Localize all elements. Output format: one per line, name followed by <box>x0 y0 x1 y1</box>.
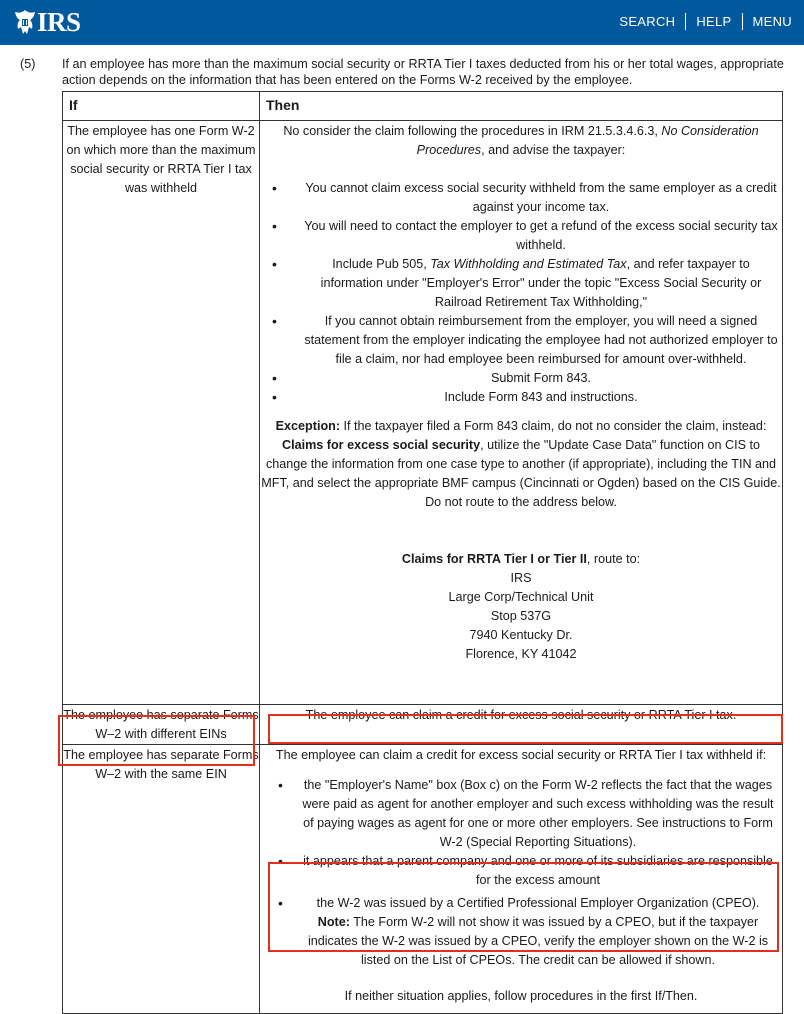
table-row <box>63 121 783 705</box>
address-line: IRS <box>510 571 532 585</box>
row2-if-text: The employee has separate Forms W–2 with different EINs <box>63 708 259 741</box>
row1-lead-b: , and advise the taxpayer: <box>481 143 626 157</box>
row2-then-text: The employee can claim a credit for excess social security or RRTA Tier I tax. <box>305 708 737 722</box>
logo-text: IRS <box>37 6 81 37</box>
row1-then-cell <box>260 121 783 705</box>
row1-if-cell <box>63 121 260 705</box>
address-line: Large Corp/Technical Unit <box>448 590 594 604</box>
row3-if-text: The employee has separate Forms W–2 with the same EIN <box>63 748 259 781</box>
irm-link-text[interactable]: No Consideration Procedures <box>416 124 759 157</box>
header-nav <box>619 13 792 30</box>
cpeo-text: the W-2 was issued by a Certified Professional Employer Organization (CPEO). <box>316 896 760 910</box>
col-if-label: If <box>69 97 78 113</box>
list-item: • it appears that a parent company and one or more of its subsidiaries are responsible for the excess amount <box>266 852 776 890</box>
list-item: • the "Employer's Name" box (Box c) on the Form W-2 reflects the fact that the wages were paid as agent for another employer and such excess withholding was the result of paying wages as agent for one or more other employers. See instructions to Form W-2 (Special Reporting Situations). <box>266 776 776 852</box>
col-header-if <box>63 92 260 121</box>
nav-divider <box>685 13 686 30</box>
address-line: Stop 537G <box>490 609 552 623</box>
table-header-row <box>63 92 783 121</box>
list-item <box>260 255 782 312</box>
highlight-box-cpeo <box>268 862 779 952</box>
address-line: 7940 Kentucky Dr. <box>469 628 573 642</box>
list-item: • You will need to contact the employer to get a refund of the excess social security tax withheld. <box>260 217 782 255</box>
address-line: Florence, KY 41042 <box>465 647 577 661</box>
note-text: The Form W-2 will not show it was issued by a CPEO, but if the taxpayer indicates the W-2 was issued by a CPEO, verify the employer shown on the W-2 is listed on the List of CPEOs. The credit can be allowed if shown. <box>307 915 769 967</box>
site-header <box>0 0 804 45</box>
exception-text-a: If the taxpayer filed a Form 843 claim, do not no consider the claim, instead: <box>340 419 767 433</box>
col-header-then <box>260 92 783 121</box>
paragraph-number: (5) <box>20 57 36 71</box>
mailing-address <box>260 569 782 664</box>
list-item: • Include Form 843 and instructions. <box>260 388 782 407</box>
nav-divider <box>742 13 743 30</box>
row3-lead: The employee can claim a credit for excess social security or RRTA Tier I tax withheld if: <box>275 748 767 762</box>
help-link[interactable]: HELP <box>696 14 732 29</box>
intro-text: If an employee has more than the maximum social security or RRTA Tier I taxes deducted from his or her total wages, appropriate action depends on the information that has been entered on the Forms W-2 received by the employee. <box>62 57 784 87</box>
list-item: • Submit Form 843. <box>260 369 782 388</box>
highlight-box-lead <box>268 714 783 744</box>
row3-footer: If neither situation applies, follow procedures in the first If/Then. <box>344 989 698 1003</box>
list-item: • You cannot claim excess social security withheld from the same employer as a credit against your income tax. <box>260 179 782 217</box>
b3-b: , and refer taxpayer to information under "Employer's Error" under the topic "Excess Social Security or Railroad Retirement Tax Withholding," <box>320 257 762 309</box>
rrta-route-line <box>260 550 782 569</box>
rrta-rest: , route to: <box>586 552 641 566</box>
exception-label: Exception: <box>275 419 341 433</box>
list-item: • If you cannot obtain reimbursement from the employer, you will need a signed statement from the employer indicating the employee had not authorized employer to file a claim, nor had employee been reimbursed for amount over-withheld. <box>260 312 782 369</box>
exception-bold: Claims for excess social security <box>282 438 481 452</box>
row3-if-cell <box>63 745 260 1014</box>
row1-bullet-list <box>260 179 782 407</box>
search-link[interactable]: SEARCH <box>619 14 676 29</box>
col-then-label: Then <box>266 97 300 113</box>
note-label: Note: <box>317 915 350 929</box>
exception-paragraph <box>260 417 782 512</box>
rrta-bold: Claims for RRTA Tier I or Tier II <box>401 552 587 566</box>
irs-logo[interactable] <box>14 6 81 38</box>
b3-a: Include Pub 505, <box>332 257 431 271</box>
eagle-icon <box>14 9 36 35</box>
pub505-title[interactable]: Tax Withholding and Estimated Tax <box>430 257 627 271</box>
highlight-box-if <box>58 715 255 766</box>
menu-link[interactable]: MENU <box>752 14 792 29</box>
row1-if-text: The employee has one Form W-2 on which more than the maximum social security or RRTA Tier I tax was withheld <box>66 124 256 195</box>
row1-lead-a: No consider the claim following the procedures in IRM 21.5.3.4.6.3, <box>283 124 662 138</box>
row1-lead <box>260 121 782 179</box>
exception-text-b: , utilize the "Update Case Data" function on CIS to change the information from one case type to another (if appropriate), including the TIN and MFT, and select the appropriate BMF campus (Cincinnati or Ogden) based on the CIS Guide. Do not route to the address below. <box>261 438 781 509</box>
